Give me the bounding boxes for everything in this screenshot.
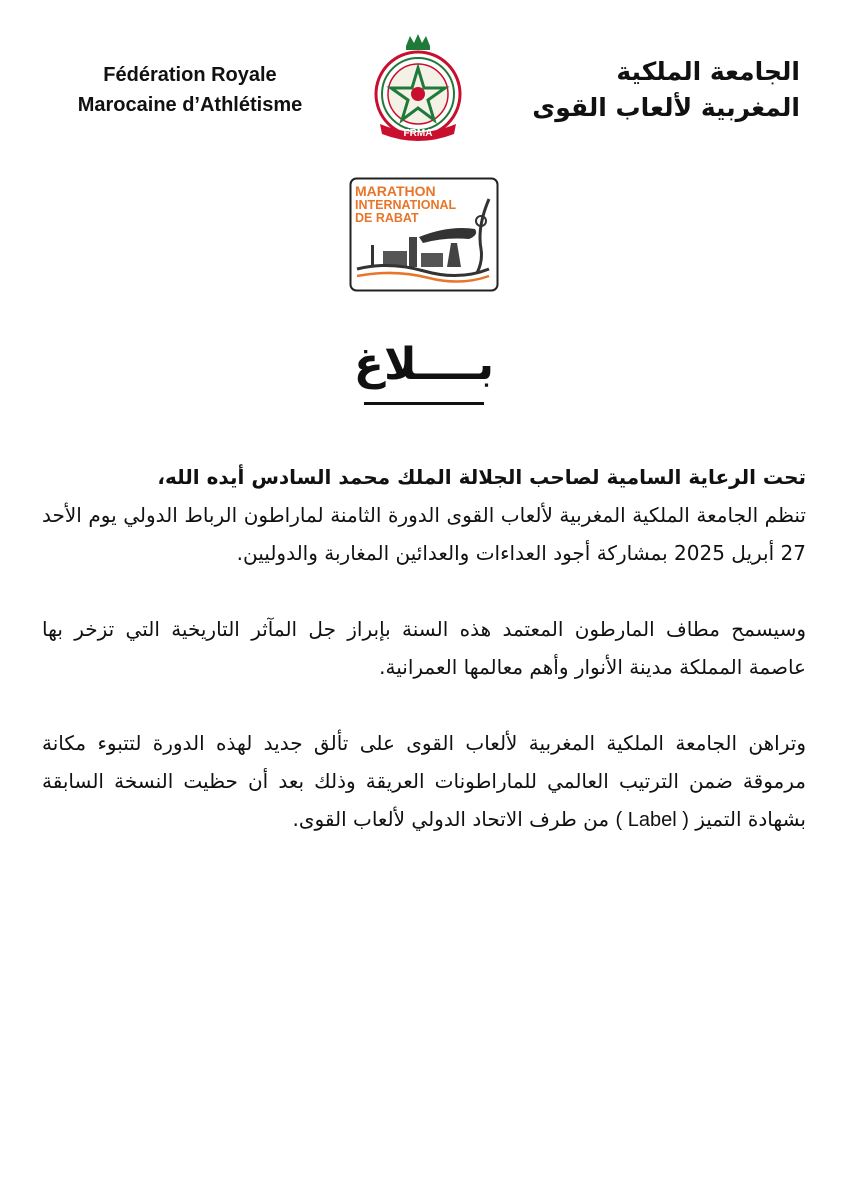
heading-underline <box>364 402 484 405</box>
marathon-logo-line3: DE RABAT <box>355 211 419 225</box>
federation-name-french <box>40 60 340 120</box>
ar-title-line2: المغربية لألعاب القوى <box>532 93 800 122</box>
emblem-banner-text: FRMA <box>403 128 433 139</box>
communique-body <box>42 458 806 877</box>
marathon-rabat-logo <box>349 177 499 292</box>
frma-emblem-logo <box>370 32 466 144</box>
label-term: ( Label ) <box>615 809 689 831</box>
paragraph-3-part-2: من طرف الاتحاد الدولي لألعاب القوى. <box>292 807 610 831</box>
marathon-logo-line2: INTERNATIONAL <box>355 198 457 212</box>
fr-title-line1: Fédération Royale <box>103 64 277 86</box>
fr-title-line2: Marocaine d’Athlétisme <box>77 94 303 116</box>
ar-title-line1: الجامعة الملكية <box>616 57 800 86</box>
marathon-logo-line1: MARATHON <box>355 183 436 199</box>
communique-paragraph-1: تنظم الجامعة الملكية المغربية لألعاب القوى الدورة الثامنة لماراطون الرباط الدولي يوم الأحد 27 أبريل 2025 بمشاركة أجود العداءات والعدائين المغاربة والدوليين. <box>42 503 806 565</box>
paragraph-3-part-1: وتراهن الجامعة الملكية المغربية لألعاب القوى على تألق جديد لهذه الدورة لتتبوء مكانة مرموقة ضمن الترتيب العالمي للماراطونات العريقة وذلك بعد أن حظيت النسخة السابقة بشهادة التميز <box>42 731 806 831</box>
communique-heading: بــــلاغ <box>353 339 495 390</box>
communique-paragraph-3 <box>42 724 806 839</box>
federation-name-arabic <box>500 54 800 126</box>
communique-paragraph-2: وسيسمح مطاف المارطون المعتمد هذه السنة بإبراز جل المآثر التاريخية التي تزخر بها عاصمة المملكة مدينة الأنوار وأهم معالمها العمرانية. <box>42 617 806 679</box>
communique-lead: تحت الرعاية السامية لصاحب الجلالة الملك محمد السادس أيده الله، <box>157 465 806 489</box>
